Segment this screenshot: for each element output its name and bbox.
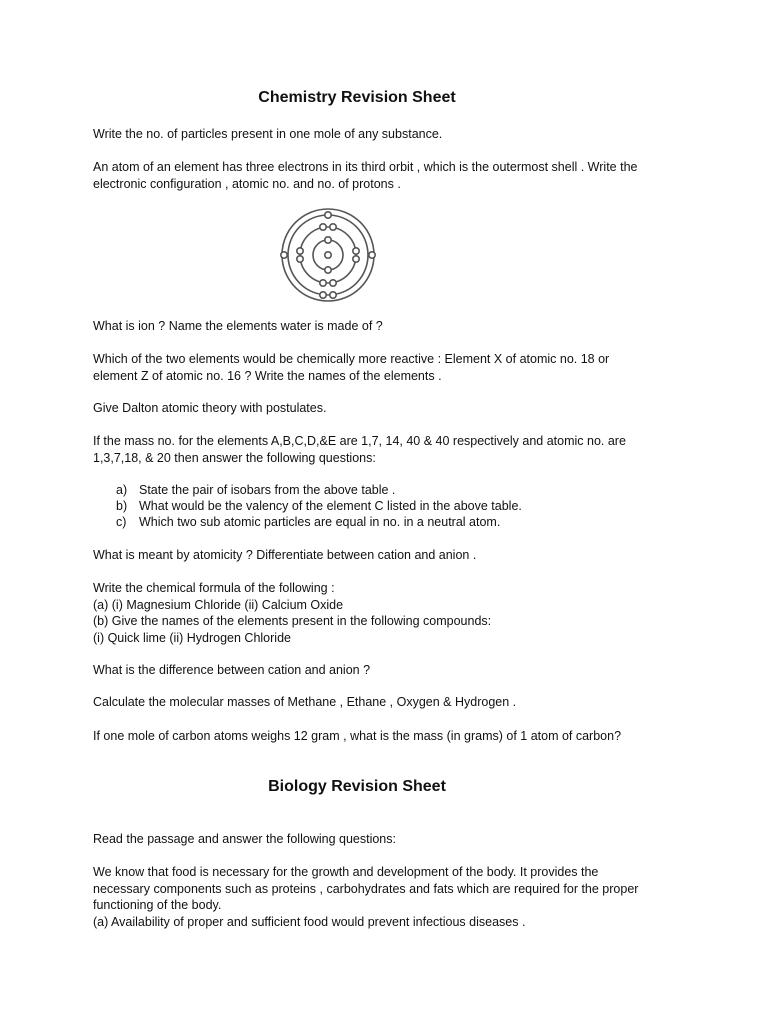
chem-question-3: What is ion ? Name the elements water is made of ? — [93, 319, 383, 333]
electron — [330, 292, 336, 298]
chem-question-1: Write the no. of particles present in one mole of any substance. — [93, 127, 443, 141]
biology-title: Biology Revision Sheet — [268, 778, 446, 795]
list-item: c) Which two sub atomic particles are equal in no. in a neutral atom. — [116, 515, 501, 529]
chem-question-11: If one mole of carbon atoms weighs 12 gram , what is the mass (in grams) of 1 atom of carbon? — [93, 729, 622, 743]
electron — [325, 212, 331, 218]
chem-question-5: Give Dalton atomic theory with postulates. — [93, 401, 327, 415]
electron — [320, 224, 326, 230]
chem-question-6: If the mass no. for the elements A,B,C,D,&E are 1,7, 14, 40 & 40 respectively and atomic no. are 1,3,7,18, & 20 then answer the following questions: — [93, 434, 626, 465]
electron — [353, 248, 359, 254]
list-item: a) State the pair of isobars from the above table . — [116, 483, 396, 497]
list-item: b) What would be the valency of the element C listed in the above table. — [116, 499, 522, 513]
chem-question-6-subparts — [116, 482, 676, 530]
chem-question-8: Write the chemical formula of the following : (a) (i) Magnesium Chloride (ii) Calcium Oxide (b) Give the names of the elements present in the following compounds: (i) Quick lime (ii) Hydrogen Chloride — [93, 581, 492, 645]
electron — [297, 256, 303, 262]
bio-passage: We know that food is necessary for the growth and development of the body. It provides the necessary components such as proteins , carbohydrates and fats which are required for the proper functioning of the body. (a) Availability of proper and sufficient food would prevent infectious diseases . — [93, 865, 639, 929]
chemistry-title: Chemistry Revision Sheet — [258, 89, 456, 106]
nucleus — [325, 252, 331, 258]
electron — [320, 280, 326, 286]
atom-diagram — [273, 205, 381, 303]
electron — [325, 237, 331, 243]
electron — [330, 280, 336, 286]
chem-question-10: Calculate the molecular masses of Methane , Ethane , Oxygen & Hydrogen . — [93, 695, 517, 709]
electron — [369, 252, 375, 258]
electron — [297, 248, 303, 254]
bio-intro: Read the passage and answer the following questions: — [93, 832, 396, 846]
electron — [353, 256, 359, 262]
chem-question-4: Which of the two elements would be chemically more reactive : Element X of atomic no. 18 or element Z of atomic no. 16 ? Write the names of the elements . — [93, 352, 610, 383]
electron — [330, 224, 336, 230]
chem-question-7: What is meant by atomicity ? Differentiate between cation and anion . — [93, 548, 477, 562]
chem-question-9: What is the difference between cation and anion ? — [93, 663, 371, 677]
electron — [281, 252, 287, 258]
electron — [320, 292, 326, 298]
electron — [325, 267, 331, 273]
chem-question-2: An atom of an element has three electrons in its third orbit , which is the outermost shell . Write the electronic configuration , atomic no. and no. of protons . — [93, 160, 638, 191]
